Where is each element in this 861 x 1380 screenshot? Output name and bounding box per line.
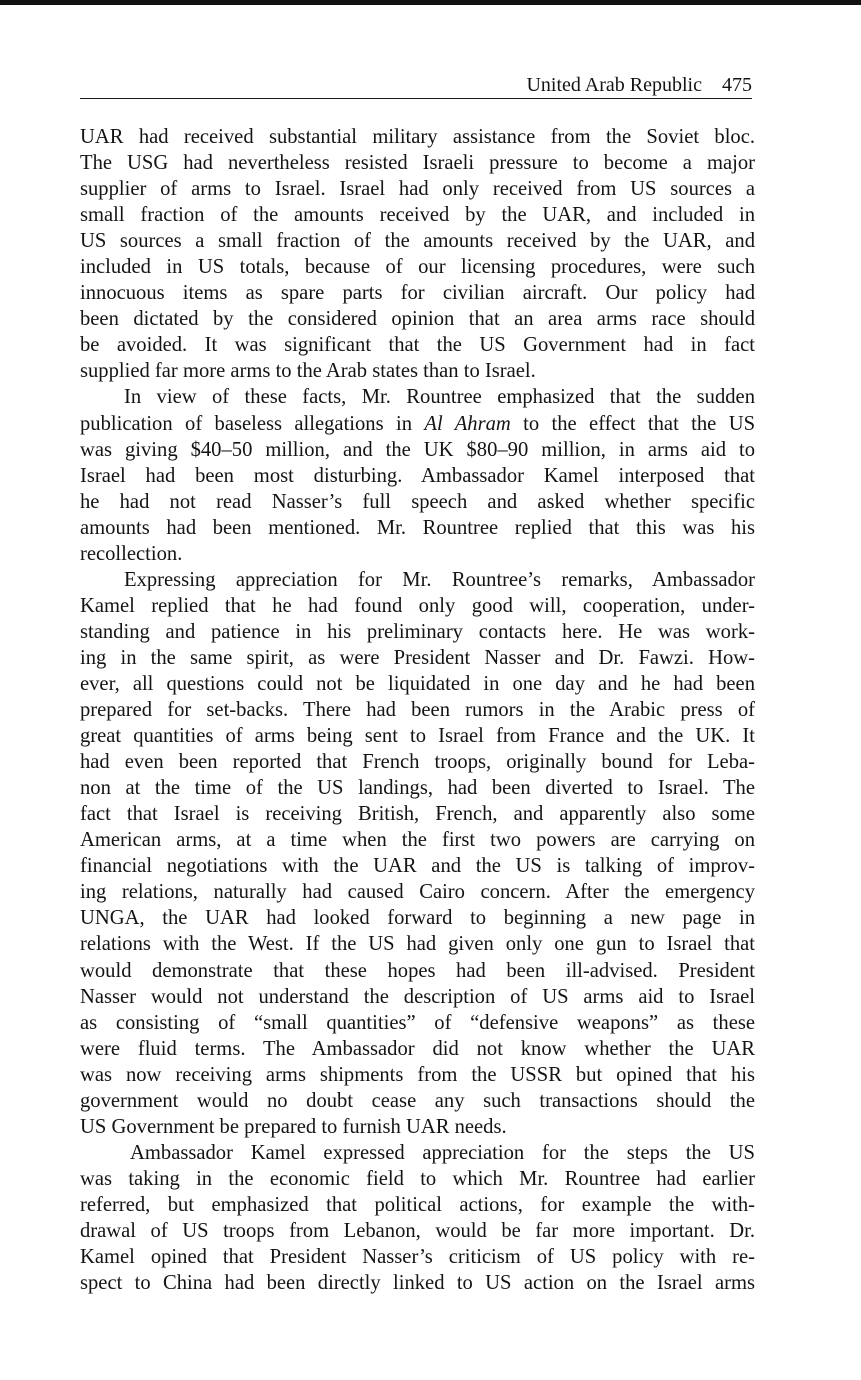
text-line: The USG had nevertheless resisted Israeli pressure to become a major	[80, 152, 755, 175]
text-line-with-italic	[80, 411, 755, 437]
text-line: ing relations, naturally had caused Cairo concern. After the emergency	[80, 881, 755, 904]
text-line: been dictated by the considered opinion that an area arms race should	[80, 308, 755, 331]
text-line: UNGA, the UAR had looked forward to beginning a new page in	[80, 907, 755, 930]
text-line: ever, all questions could not be liquidated in one day and he had been	[80, 672, 755, 695]
text-segment: publication of baseless allegations in	[80, 412, 425, 435]
text-line: referred, but emphasized that political actions, for example the with-	[80, 1193, 755, 1216]
paragraph-4	[80, 1140, 755, 1296]
text-line: was now receiving arms shipments from the USSR but opined that his	[80, 1063, 755, 1086]
text-line: was taking in the economic field to which Mr. Rountree had earlier	[80, 1167, 755, 1190]
text-line: were fluid terms. The Ambassador did not know whether the UAR	[80, 1037, 755, 1060]
text-line: American arms, at a time when the first two powers are carrying on	[80, 829, 755, 852]
text-line: amounts had been mentioned. Mr. Rountree replied that this was his	[80, 516, 755, 539]
text-line: prepared for set-backs. There had been rumors in the Arabic press of	[80, 699, 755, 722]
text-line: In view of these facts, Mr. Rountree emphasized that the sudden	[124, 386, 755, 409]
text-line: Kamel replied that he had found only good will, cooperation, under-	[80, 594, 755, 617]
text-line: Nasser would not understand the description of US arms aid to Israel	[80, 985, 755, 1008]
paragraph-2	[80, 384, 755, 566]
text-line: included in US totals, because of our licensing procedures, were such	[80, 256, 755, 279]
text-line: spect to China had been directly linked to US action on the Israel arms	[80, 1272, 755, 1295]
text-line: Ambassador Kamel expressed appreciation for the steps the US	[130, 1141, 755, 1164]
page-number: 475	[722, 74, 752, 96]
text-line: small fraction of the amounts received by the UAR, and included in	[80, 204, 755, 227]
page-top-border	[0, 0, 861, 5]
text-line: UAR had received substantial military assistance from the Soviet bloc.	[80, 126, 755, 148]
text-line: Kamel opined that President Nasser’s criticism of US policy with re-	[80, 1246, 755, 1269]
paragraph-1	[80, 124, 755, 384]
text-line: be avoided. It was significant that the US Government had in fact	[80, 334, 755, 357]
text-line: innocuous items as spare parts for civilian aircraft. Our policy had	[80, 282, 755, 305]
text-line: ing in the same spirit, as were President Nasser and Dr. Fawzi. How-	[80, 646, 755, 669]
text-line: would demonstrate that these hopes had been ill-advised. President	[80, 959, 755, 982]
text-line: supplier of arms to Israel. Israel had only received from US sources a	[80, 178, 755, 201]
text-line: fact that Israel is receiving British, French, and apparently also some	[80, 803, 755, 826]
body-text	[80, 124, 755, 1296]
text-line: Expressing appreciation for Mr. Rountree’s remarks, Ambassador	[124, 568, 755, 591]
text-line: US Government be prepared to furnish UAR needs.	[80, 1115, 507, 1138]
text-line: relations with the West. If the US had given only one gun to Israel that	[80, 933, 755, 956]
running-head-title: United Arab Republic	[526, 74, 702, 96]
text-line: Israel had been most disturbing. Ambassador Kamel interposed that	[80, 464, 755, 487]
text-line: he had not read Nasser’s full speech and asked whether specific	[80, 490, 755, 513]
text-line: non at the time of the US landings, had been diverted to Israel. The	[80, 777, 755, 800]
text-line: financial negotiations with the UAR and the US is talking of improv-	[80, 855, 755, 878]
text-line: standing and patience in his preliminary contacts here. He was work-	[80, 620, 755, 643]
text-segment: to the effect that the US	[510, 412, 756, 435]
text-line: US sources a small fraction of the amounts received by the UAR, and	[80, 230, 755, 253]
text-line: supplied far more arms to the Arab states than to Israel.	[80, 360, 536, 383]
text-line: great quantities of arms being sent to Israel from France and the UK. It	[80, 725, 755, 748]
text-line: was giving $40–50 million, and the UK $80–90 million, in arms aid to	[80, 438, 755, 461]
text-line: as consisting of “small quantities” of “defensive weapons” as these	[80, 1011, 755, 1034]
text-line: recollection.	[80, 542, 183, 565]
publication-title: Al Ahram	[424, 412, 511, 435]
paragraph-3	[80, 567, 755, 1140]
running-head	[80, 70, 752, 99]
text-line: had even been reported that French troops, originally bound for Leba-	[80, 751, 755, 774]
text-line: government would no doubt cease any such transactions should the	[80, 1089, 755, 1112]
text-line: drawal of US troops from Lebanon, would be far more important. Dr.	[80, 1219, 755, 1242]
